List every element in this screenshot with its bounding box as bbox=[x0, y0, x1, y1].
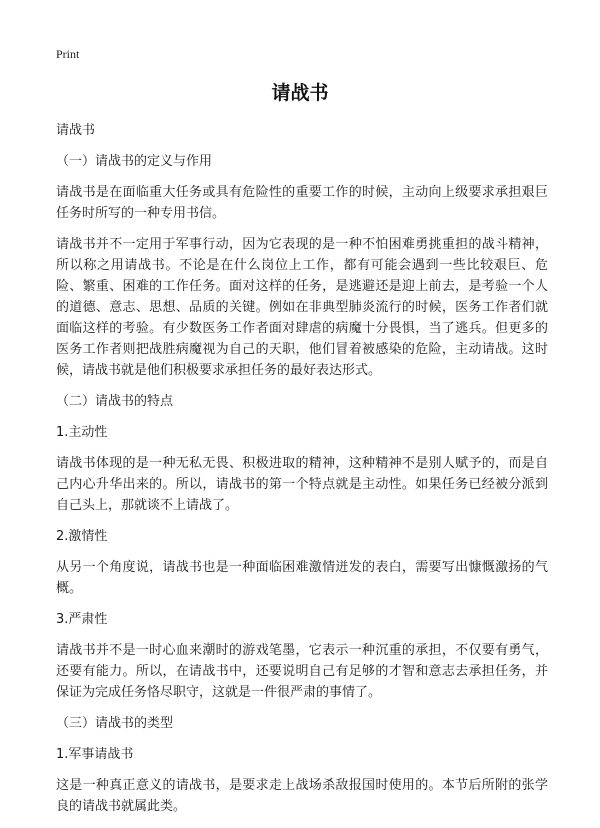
paragraph-initiative: 请战书体现的是一种无私无畏、积极进取的精神，这种精神不是别人赋予的，而是自己内心升华出来的。所以，请战书的第一个特点就是主动性。如果任务已经被分派到自己头上，那就谈不上请战了。 bbox=[56, 456, 548, 513]
print-link[interactable]: Print bbox=[56, 47, 80, 61]
subheading-passion: 2.激情性 bbox=[56, 529, 108, 544]
heading-features: （二）请战书的特点 bbox=[56, 394, 174, 409]
heading-definition: （一）请战书的定义与作用 bbox=[56, 154, 213, 169]
section-label: 请战书 bbox=[56, 123, 96, 138]
page-title: 请战书 bbox=[271, 82, 329, 104]
paragraph-definition: 请战书是在面临重大任务或具有危险性的重要工作的时候，主动向上级要求承担艰巨任务时所写的一种专用书信。 bbox=[56, 185, 548, 221]
paragraph-seriousness: 请战书并不是一时心血来潮时的游戏笔墨，它表示一种沉重的承担，不仅要有勇气，还要有能力。所以，在请战书中，还要说明自己有足够的才智和意志去承担任务，并保证为完成任务恪尽职守，这就是一件很严肃的事情了。 bbox=[56, 643, 548, 700]
subheading-initiative: 1.主动性 bbox=[56, 425, 108, 440]
subheading-military: 1.军事请战书 bbox=[56, 747, 134, 762]
paragraph-explanation: 请战书并不一定用于军事行动，因为它表现的是一种不怕困难勇挑重担的战斗精神，所以称之用请战书。不论是在什么岗位上工作，都有可能会遇到一些比较艰巨、危险、繁重、困难的工作任务。面对这样的任务，是逃避还是迎上前去，是考验一个人的道德、意志、思想、品质的关键。例如在非典型肺炎流行的时候，医务工作者们就面临这样的考验。有少数医务工作者面对肆虐的病魔十分畏惧，当了逃兵。但更多的医务工作者则把战胜病魔视为自己的天职，他们冒着被感染的危险，主动请战。这时候，请战书就是他们积极要求承担任务的最好表达形式。 bbox=[56, 237, 548, 378]
heading-types: （三）请战书的类型 bbox=[56, 716, 174, 731]
paragraph-military: 这是一种真正意义的请战书，是要求走上战场杀敌报国时使用的。本节后所附的张学良的请战书就属此类。 bbox=[56, 778, 548, 814]
subheading-seriousness: 3.严肃性 bbox=[56, 612, 108, 627]
paragraph-passion: 从另一个角度说，请战书也是一种面临困难激情迸发的表白，需要写出慷慨激扬的气概。 bbox=[56, 560, 548, 596]
document-body bbox=[56, 120, 548, 827]
